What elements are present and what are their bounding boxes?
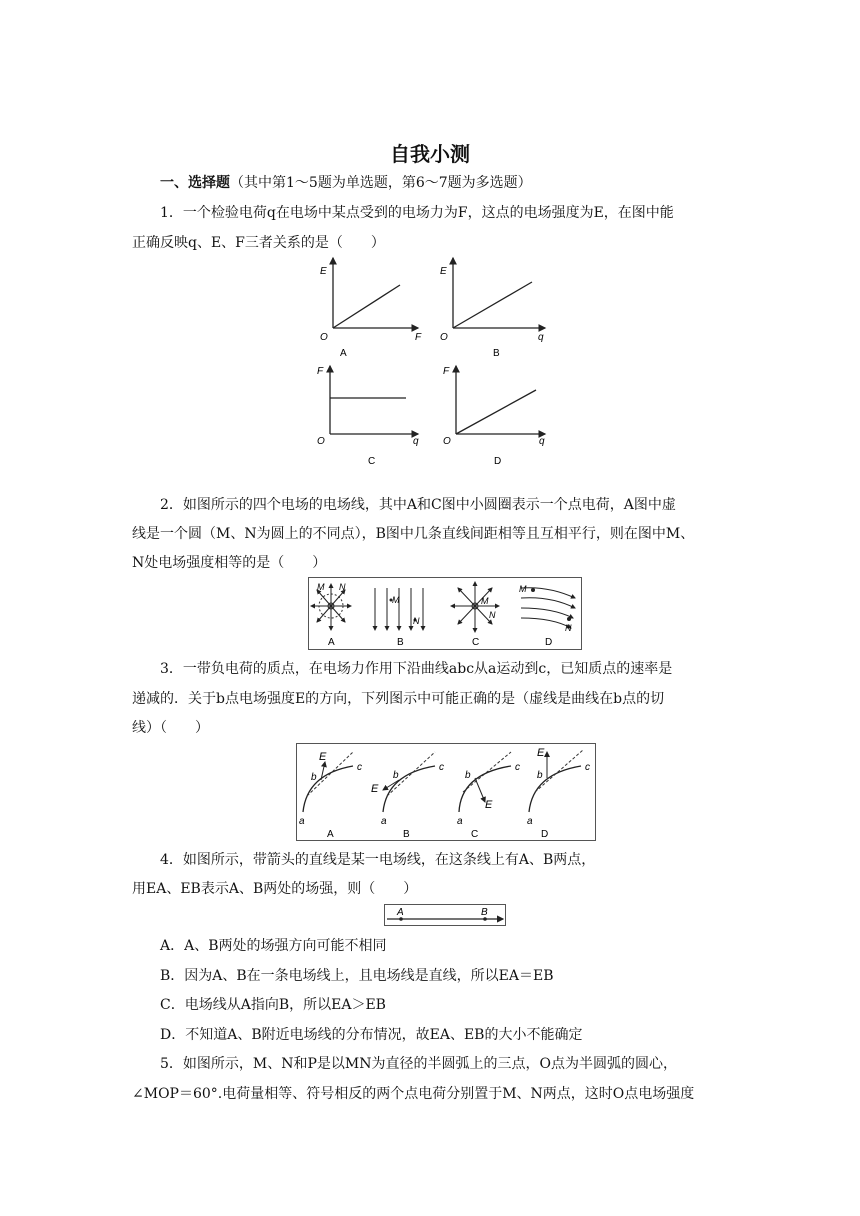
q3-c-b: b xyxy=(465,770,471,781)
q1-graph-b xyxy=(440,258,545,359)
q3-line-2: 递减的．关于b点电场强度E的方向，下列图示中可能正确的是（虚线是曲线在b点的切 xyxy=(132,691,665,707)
q2-fig-d xyxy=(519,584,575,648)
q3-c-c: c xyxy=(515,762,520,773)
q2-line-3: N处电场强度相等的是（ ） xyxy=(132,555,327,571)
q4-line-2: 用EA、EB表示A、B两处的场强，则（ ） xyxy=(132,881,418,897)
q1-c-origin: O xyxy=(317,436,325,447)
q1-graph-a xyxy=(320,258,422,359)
q1-b-origin: O xyxy=(440,332,448,343)
q1-graph-d xyxy=(443,366,545,467)
q2-d-m: M xyxy=(519,584,527,594)
q1-c-xlabel: q xyxy=(413,436,419,447)
q1-c-label: C xyxy=(368,456,376,467)
q2-c-m: M xyxy=(481,596,489,606)
q2-c-n: N xyxy=(489,610,496,620)
q3-b-a: a xyxy=(381,816,387,827)
q3-a-c: c xyxy=(357,762,362,773)
q3-d-label: D xyxy=(541,829,549,840)
q2-d-n: N xyxy=(565,623,572,633)
q3-c-a: a xyxy=(457,816,463,827)
q1-a-xlabel: F xyxy=(415,332,422,343)
q3-fig-a xyxy=(299,751,362,840)
q1-d-origin: O xyxy=(443,436,451,447)
q2-b-n: N xyxy=(413,616,420,626)
q4-option-a: A．A、B两处的场强方向可能不相同 xyxy=(160,938,387,954)
q3-a-a: a xyxy=(299,816,305,827)
q2-c-label: C xyxy=(472,637,480,648)
q3-c-e: E xyxy=(485,799,493,811)
q1-a-origin: O xyxy=(320,332,328,343)
q3-line-1: 3．一带负电荷的质点，在电场力作用下沿曲线abc从a运动到c，已知质点的速率是 xyxy=(160,661,673,677)
q3-b-label: B xyxy=(403,829,410,840)
q2-a-n: N xyxy=(339,582,346,592)
q1-b-label: B xyxy=(493,348,500,359)
q2-line-1: 2．如图所示的四个电场的电场线，其中A和C图中小圆圈表示一个点电荷，A图中虚 xyxy=(160,497,676,513)
q3-b-c: c xyxy=(439,762,444,773)
q4-point-b: B xyxy=(481,907,488,918)
q1-d-label: D xyxy=(494,456,502,467)
q2-figure xyxy=(308,577,582,650)
q3-c-label: C xyxy=(471,829,479,840)
q2-fig-b xyxy=(375,588,423,648)
q2-fig-c xyxy=(451,582,499,648)
q3-d-a: a xyxy=(527,816,533,827)
q3-figure xyxy=(296,743,596,841)
q5-line-2: ∠MOP＝60°.电荷量相等、符号相反的两个点电荷分别置于M、N两点，这时O点电场强度 xyxy=(132,1086,695,1102)
q2-a-label: A xyxy=(328,637,335,648)
q2-b-label: B xyxy=(397,637,404,648)
q3-fig-b xyxy=(371,752,444,840)
section-note: （其中第1～5题为单选题，第6～7题为多选题） xyxy=(230,175,532,191)
q1-d-ylabel: F xyxy=(443,366,450,377)
q1-figure xyxy=(300,252,570,470)
q1-line-1: 1．一个检验电荷q在电场中某点受到的电场力为F，这点的电场强度为E，在图中能 xyxy=(160,205,674,221)
q3-a-e: E xyxy=(319,751,327,763)
q3-a-b: b xyxy=(311,772,317,783)
q1-graph-c xyxy=(317,366,419,467)
q3-b-b: b xyxy=(393,770,399,781)
q4-option-d: D．不知道A、B附近电场线的分布情况，故EA、EB的大小不能确定 xyxy=(160,1027,583,1043)
q4-figure xyxy=(384,904,506,926)
q4-option-c: C．电场线从A指向B，所以EA＞EB xyxy=(160,997,386,1013)
q2-d-label: D xyxy=(545,637,553,648)
q3-fig-d xyxy=(527,747,590,840)
q4-point-a: A xyxy=(397,907,404,918)
q1-c-ylabel: F xyxy=(317,366,324,377)
q2-b-m: M xyxy=(392,595,400,605)
q1-a-ylabel: E xyxy=(320,266,327,277)
q3-d-c: c xyxy=(585,762,590,773)
q1-b-xlabel: q xyxy=(538,332,544,343)
q1-d-xlabel: q xyxy=(539,436,545,447)
q1-b-ylabel: E xyxy=(440,266,447,277)
page-title: 自我小测 xyxy=(390,142,470,166)
q3-d-b: b xyxy=(537,770,543,781)
q1-a-label: A xyxy=(340,348,347,359)
q2-line-2: 线是一个圆（M、N为圆上的不同点），B图中几条直线间距相等且互相平行，则在图中M、 xyxy=(132,526,695,542)
section-heading-text: 一、选择题 xyxy=(160,175,230,191)
q3-fig-c xyxy=(457,752,520,840)
q3-b-e: E xyxy=(371,783,379,795)
q4-option-b: B．因为A、B在一条电场线上，且电场线是直线，所以EA＝EB xyxy=(160,968,554,984)
section-heading xyxy=(160,172,532,192)
q3-a-label: A xyxy=(327,829,334,840)
q2-a-m: M xyxy=(317,582,325,592)
q4-line-1: 4．如图所示，带箭头的直线是某一电场线，在这条线上有A、B两点， xyxy=(160,852,596,868)
q3-d-e: E xyxy=(537,747,545,759)
q5-line-1: 5．如图所示，M、N和P是以MN为直径的半圆弧上的三点，O点为半圆弧的圆心， xyxy=(160,1056,677,1072)
q2-fig-a xyxy=(311,582,351,648)
q3-line-3: 线）（ ） xyxy=(132,720,209,736)
q1-line-2: 正确反映q、E、F三者关系的是（ ） xyxy=(132,235,385,251)
